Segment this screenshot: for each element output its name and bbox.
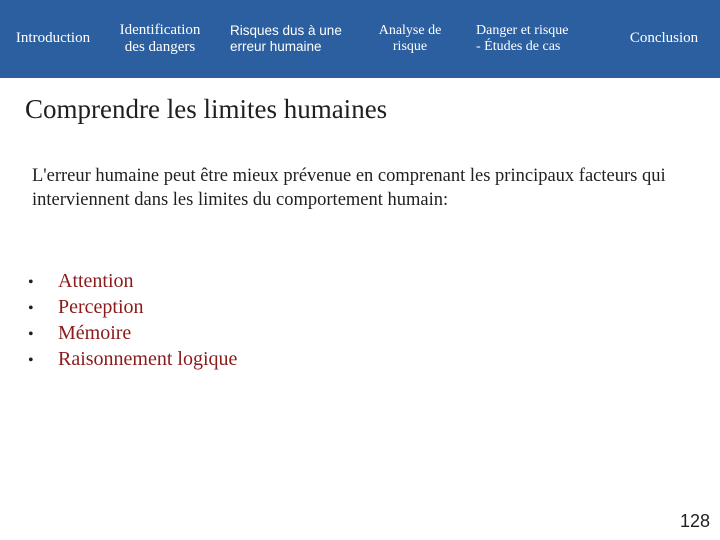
nav-tab-label-line1: Identification [119, 21, 201, 38]
nav-tab-label: Conclusion [629, 30, 699, 47]
list-item [28, 296, 237, 322]
nav-tab-label: Introduction [15, 30, 91, 47]
list-item-text: Mémoire [58, 322, 132, 344]
nav-tab-label-line2: - Études de cas [476, 39, 561, 54]
list-item-text: Perception [58, 296, 144, 318]
bullet-icon: • [28, 352, 34, 369]
bullet-list [28, 270, 237, 374]
top-navigation-bar [0, 0, 720, 78]
list-item [28, 270, 237, 296]
nav-tab-risques-erreur-humaine[interactable] [220, 0, 360, 78]
nav-tab-conclusion[interactable] [612, 0, 716, 78]
list-item-text: Attention [58, 270, 134, 292]
page-number: 128 [679, 511, 710, 531]
bullet-icon: • [28, 300, 34, 317]
nav-tab-label-line1: Analyse de [378, 22, 442, 38]
list-item-text: Raisonnement logique [58, 348, 238, 370]
list-item [28, 348, 237, 374]
bullet-icon: • [28, 326, 34, 343]
nav-tab-identification-dangers[interactable] [108, 0, 212, 78]
nav-tab-label-line2: des dangers [124, 39, 196, 55]
nav-tab-analyse-risque[interactable] [360, 0, 460, 78]
nav-tab-introduction[interactable] [2, 0, 104, 78]
nav-tab-label-line1: Risques dus à une [230, 23, 342, 39]
bullet-icon: • [28, 274, 34, 291]
nav-tab-label-line2: risque [392, 39, 428, 54]
nav-tab-danger-etudes-cas[interactable] [468, 0, 608, 78]
list-item [28, 322, 237, 348]
intro-paragraph: L'erreur humaine peut être mieux prévenue en comprenant les principaux facteurs qui interviennent dans les limites du comportement humain: [32, 166, 666, 210]
nav-tab-label-line2: erreur humaine [230, 39, 322, 54]
nav-tab-label-line1: Danger et risque [476, 22, 569, 38]
slide-title: Comprendre les limites humaines [25, 94, 388, 124]
